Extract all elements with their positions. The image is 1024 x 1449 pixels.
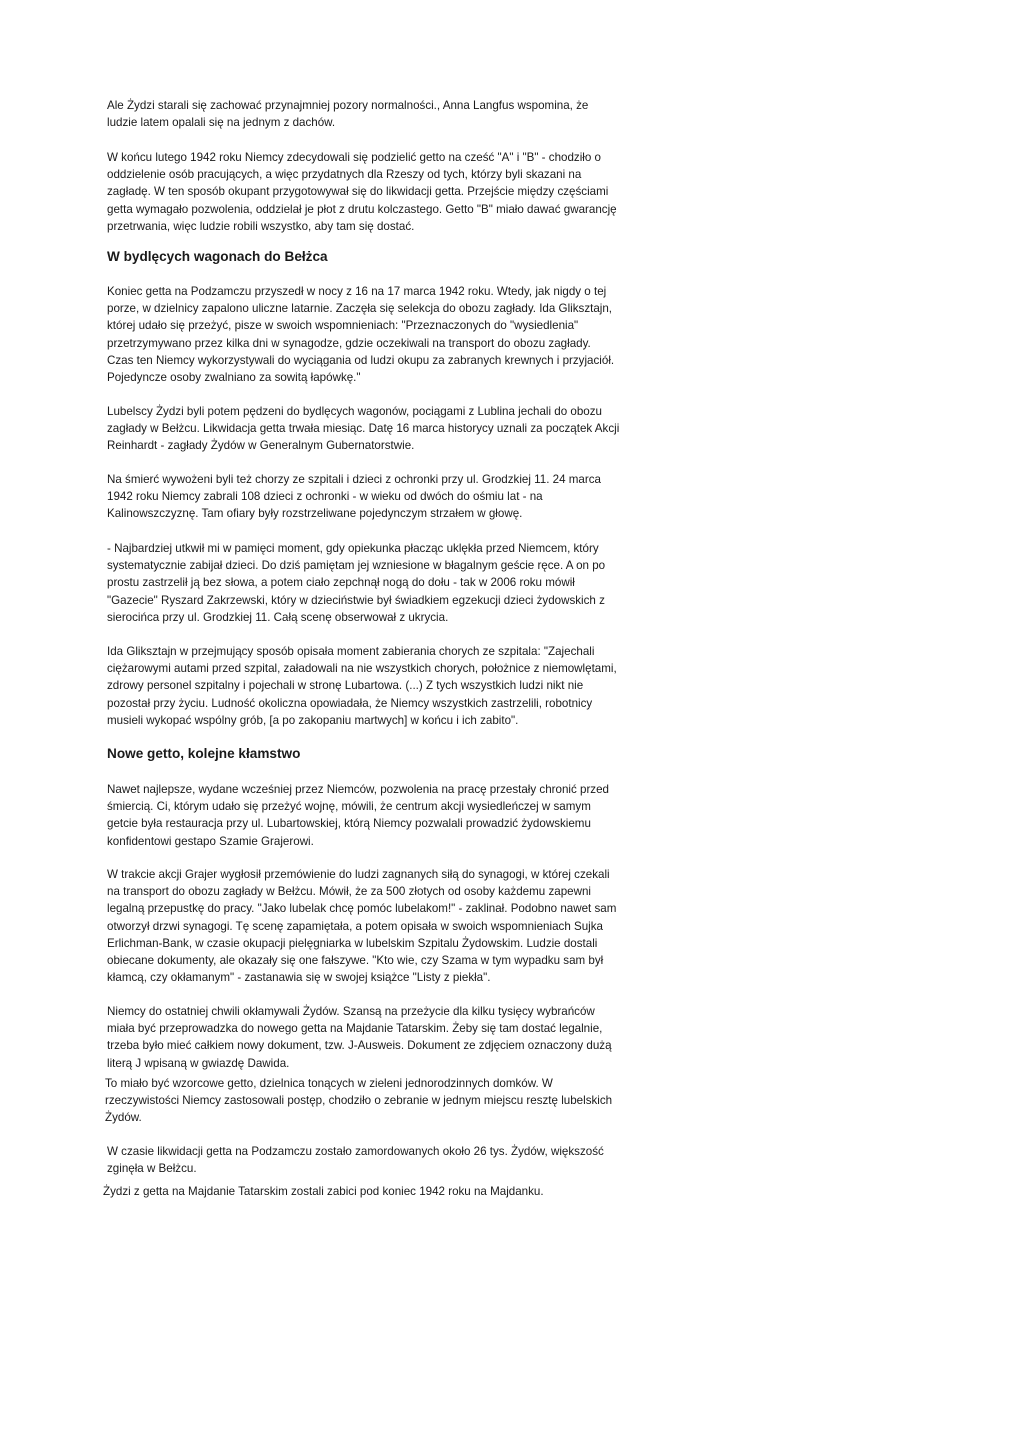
text-line: Na śmierć wywożeni byli też chorzy ze szpitali i dzieci z ochronki przy ul. Grodzkiej 11. 24 marca [107,473,601,486]
text-line: Reinhardt - zagłady Żydów w Generalnym Gubernatorstwie. [107,439,415,453]
text-line: przetrwania, więc ludzie robili wszystko, aby tam się dostać. [107,219,415,233]
text-line: śmiercią. Ci, którym udało się przeżyć wojnę, mówili, że centrum akcji wysiedleńczej w samym [107,800,591,814]
text-line: W końcu lutego 1942 roku Niemcy zdecydowali się podzielić getto na cześć "A" i "B" - chodziło o [107,151,601,164]
text-line: Erlichman-Bank, w czasie okupacji pielęgniarka w lubelskim Szpitalu Żydowskim. Ludzie dostali [107,936,598,950]
text-line: trzeba było mieć całkiem nowy dokument, tzw. J-Ausweis. Dokument ze zdjęciem oznaczony dużą [107,1039,612,1053]
text-line: zagładę. W ten sposób okupant przygotowywał się do likwidacji getta. Przejście między częściami [107,185,609,199]
paragraph-2 [107,149,677,235]
paragraph-4 [107,403,677,455]
text-line: W trakcie akcji Grajer wygłosił przemówienie do ludzi zagnanych siłą do synagogi, w której czekali [107,868,610,881]
text-line: Lubelscy Żydzi byli potem pędzeni do bydlęcych wagonów, pociągami z Lublina jechali do obozu [107,405,602,418]
text-line: której udało się przeżyć, pisze w swoich wspomnieniach: "Przeznaczonych do "wysiedlenia" [107,319,579,333]
paragraph-8 [107,781,677,850]
text-line: porze, w dzielnicy zapalono uliczne latarnie. Zaczęła się selekcja do obozu zagłady. Ida Gliksztajn, [107,302,613,316]
text-line: miała być przeprowadzka do nowego getta na Majdanie Tatarskim. Żeby się tam dostać legalnie, [107,1022,603,1036]
section-heading-belzec: W bydlęcych wagonach do Bełżca [107,249,328,264]
paragraph-1 [107,97,677,131]
text-line: getcie była restauracja przy ul. Lubartowskiej, którą Niemcy pozwalali prowadzić żydowskiemu [107,817,591,831]
text-line: ludzie latem opalali się na jednym z dachów. [107,116,336,130]
text-line: 1942 roku Niemcy zabrali 108 dzieci z ochronki - w wieku od dwóch do ośmiu lat - na [107,490,543,504]
text-line: - Najbardziej utkwił mi w pamięci moment, gdy opiekunka płacząc uklękła przed Niemcem, który [107,542,599,555]
text-line: ciężarowymi autami przed szpital, załadowali na nie wszystkich chorych, położnice z niemowlętami, [107,662,617,676]
text-line: Ale Żydzi starali się zachować przynajmniej pozory normalności., Anna Langfus wspomina, że [107,99,589,112]
text-line: To miało być wzorcowe getto, dzielnica tonących w zieleni jednorodzinnych domków. W [105,1077,553,1090]
text-line: Kalinowszczyznę. Tam ofiary były rozstrzeliwane pojedynczym strzałem w głowę. [107,507,523,521]
text-line: konfidentowi gestapo Szamie Grajerowi. [107,834,314,848]
text-line: Nawet najlepsze, wydane wcześniej przez Niemców, pozwolenia na pracę przestały chronić przed [107,783,609,796]
text-line: zagłady w Bełżcu. Likwidacja getta trwała miesiąc. Datę 16 marca historycy uznali za początek Akcji [107,422,620,436]
text-line: obiecane dokumenty, ale okazały się one fałszywe. "Kto wie, czy Szama w tym wypadku sam był [107,954,604,968]
text-line: W czasie likwidacji getta na Podzamczu zostało zamordowanych około 26 tys. Żydów, większość [107,1145,604,1158]
text-line: systematycznie zabijał dzieci. Do dziś pamiętam jej wzniesione w błagalnym geście ręce. A on po [107,559,606,573]
paragraph-13 [103,1183,673,1200]
paragraph-7 [107,643,677,729]
text-line: literą J wpisaną w gwiazdę Dawida. [107,1056,290,1070]
text-line: zginęła w Bełżcu. [107,1162,197,1176]
text-line: otworzył drzwi synagogi. Tę scenę zapamiętała, a potem opisała w swoich wspomnieniach Sujka [107,919,603,933]
text-line: sierocińca przy ul. Grodzkiej 11. Całą scenę obserwował z ukrycia. [107,610,449,624]
text-line: getta wymagało pozwolenia, oddzielał je płot z drutu kolczastego. Getto "B" miało dawać gwarancję [107,202,617,216]
text-line: legalną przepustkę do pracy. "Jako lubelak chcę pomóc lubelakom!" - zaklinał. Podobno nawet sam [107,902,617,916]
paragraph-6 [107,540,677,626]
text-line: Ida Gliksztajn w przejmujący sposób opisała moment zabierania chorych ze szpitala: "Zajechali [107,645,595,658]
text-line: Pojedyncze osoby zwalniano za sowitą łapówkę." [107,371,361,385]
text-line: prostu zastrzelił ją bez słowa, a potem ciało zepchnął nogą do dołu - tak w 2006 roku mówił [107,576,575,590]
text-line: na transport do obozu zagłady w Bełżcu. Mówił, że za 500 złotych od osoby każdemu zapewni [107,885,591,899]
text-line: Żydzi z getta na Majdanie Tatarskim zostali zabici pod koniec 1942 roku na Majdanku. [103,1185,544,1198]
text-line: zdrowy personel szpitalny i pojechali w stronę Lubartowa. (...) Z tych wszystkich ludzi nikt nie [107,679,584,693]
paragraph-5 [107,471,677,523]
paragraph-9 [107,866,677,986]
text-line: Czas ten Niemcy wykorzystywali do wyciągania od ludzi okupu za zabranych krewnych i przyjaciół. [107,353,615,367]
text-line: kłamcą, czy okłamanym" - zastanawia się w swojej książce "Listy z piekła". [107,971,491,985]
section-heading-new-ghetto: Nowe getto, kolejne kłamstwo [107,746,301,761]
paragraph-12 [107,1143,677,1177]
text-line: oddzielenie osób pracujących, a więc przydatnych dla Rzeszy od tych, którzy byli skazani na [107,168,582,182]
text-line: Koniec getta na Podzamczu przyszedł w nocy z 16 na 17 marca 1942 roku. Wtedy, jak nigdy o tej [107,285,607,298]
text-line: rzeczywistości Niemcy zastosowali postęp, chodziło o zebranie w jednym miejscu resztę lubelskich [105,1094,613,1108]
paragraph-3 [107,283,677,386]
paragraph-11 [105,1075,675,1127]
text-line: Żydów. [105,1111,142,1125]
text-line: "Gazecie" Ryszard Zakrzewski, który w dzieciństwie był świadkiem egzekucji dzieci żydowskich z [107,593,605,607]
text-line: przetrzymywano przez kilka dni w synagodze, gdzie oczekiwali na transport do obozu zagłady. [107,336,591,350]
text-line: Niemcy do ostatniej chwili okłamywali Żydów. Szansą na przeżycie dla kilku tysięcy wybrańców [107,1005,595,1018]
text-line: pozostał przy życiu. Ludność okoliczna opowiadała, że Niemcy wszystkich zastrzelili, robotnicy [107,696,593,710]
text-line: musieli wykopać wspólny grób, [a po zakopaniu martwych] w końcu i ich zabito". [107,713,519,727]
paragraph-10 [107,1003,677,1072]
